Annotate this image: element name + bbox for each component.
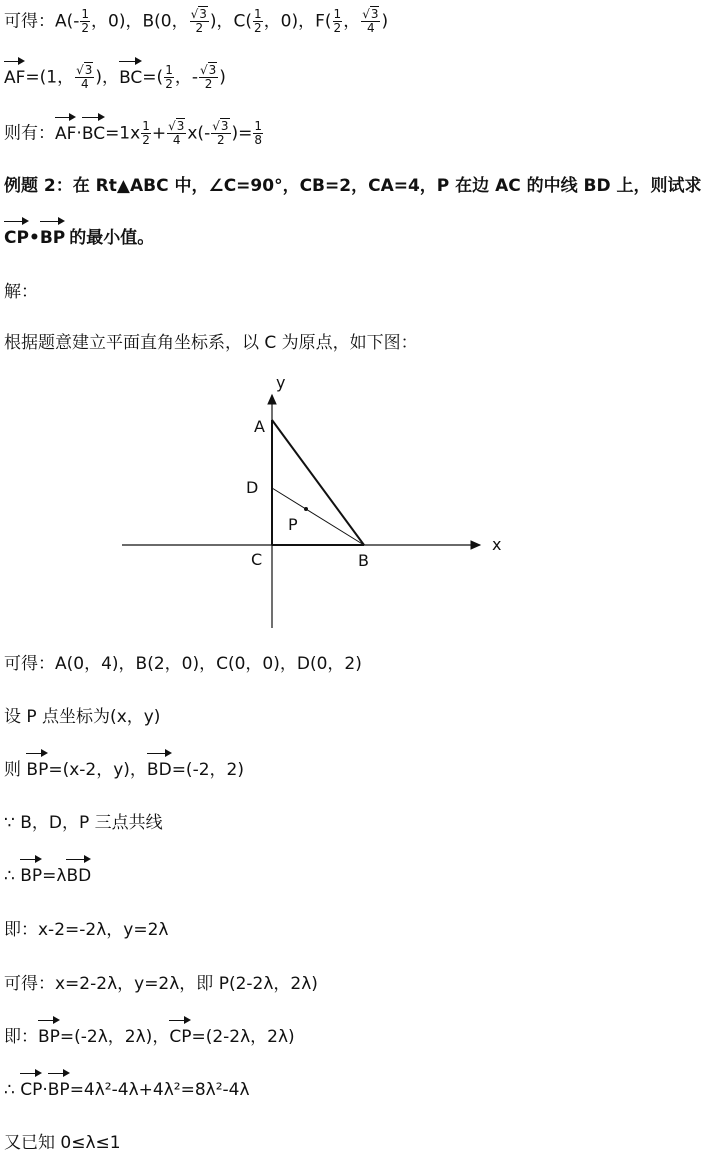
obtain-text: 可得：x=2-2λ，y=2λ，即 P(2-2λ，2λ) xyxy=(4,974,318,994)
vector-text: )， xyxy=(95,67,120,88)
fraction-term-1: $\frac{1}{2}$ xyxy=(142,119,150,147)
solution-label-text: 解： xyxy=(4,282,38,302)
vector-cp: CP xyxy=(4,228,29,248)
fraction-b-y xyxy=(190,8,209,35)
x-axis-label: x xyxy=(492,535,502,554)
therefore-symbol: ∴ xyxy=(4,1080,21,1100)
collinear-text: ∵ B，D，P 三点共线 xyxy=(4,813,163,833)
ie-line-2 xyxy=(4,1025,295,1049)
coords1-text: ，0)，F( xyxy=(263,11,332,32)
vector-text: ) xyxy=(219,67,226,88)
fraction-f-y: $\frac{√3}{4}$ xyxy=(362,7,379,35)
example-2-line-1: 例题 2：在 Rt▲ABC 中，∠C=90°，CB=2，CA=4，P 在边 AC 的中线 BD 上，则试求 xyxy=(4,176,702,196)
fraction-a-x xyxy=(80,8,90,35)
ie-line-1 xyxy=(4,918,168,942)
example-2-tail: 的最小值。 xyxy=(69,228,155,248)
fraction-c-x: $\frac{1}{2}$ xyxy=(254,7,262,35)
coordinates-line-2 xyxy=(4,652,362,676)
dot1-prefix: 则有： xyxy=(4,123,55,144)
ie2-text: =(2-2λ，2λ) xyxy=(191,1027,295,1047)
label-p: P xyxy=(288,515,298,534)
point-p-dot xyxy=(304,507,308,511)
frac-den: 2 xyxy=(195,21,204,35)
vector-af: AF xyxy=(4,67,26,88)
fraction-bc-y: $\frac{√3}{2}$ xyxy=(199,63,217,91)
product-expression: =4λ²-4λ+4λ²=8λ²-4λ xyxy=(69,1080,250,1100)
median-bd xyxy=(272,488,364,545)
vector-bp: BP xyxy=(47,1080,70,1100)
vector-bd: BD xyxy=(146,760,172,780)
vector-text: ，- xyxy=(174,67,198,88)
vector-bp: BP xyxy=(38,1027,60,1047)
dot1-text: )= xyxy=(231,123,253,144)
coords1-prefix: 可得：A(- xyxy=(4,11,80,32)
coords1-sep: ， xyxy=(343,11,361,32)
known-line xyxy=(4,1131,121,1155)
example-2-statement-cont xyxy=(4,226,154,250)
frac-num: 1 xyxy=(81,7,90,21)
segment-ab xyxy=(272,420,364,545)
label-d: D xyxy=(246,478,259,497)
dot1-text: =1x xyxy=(105,123,141,144)
coords1-text: ) xyxy=(381,11,389,32)
vector-bd: BD xyxy=(66,866,92,886)
setup-text xyxy=(4,331,418,355)
y-axis-label: y xyxy=(276,373,286,392)
dot-operator: · xyxy=(76,123,82,144)
plus-operator: + xyxy=(151,123,167,144)
coords2-text: 可得：A(0，4)，B(2，0)，C(0，0)，D(0，2) xyxy=(4,654,362,674)
frac-den: 2 xyxy=(81,21,90,35)
sqrt-symbol: √3 xyxy=(190,7,207,21)
obtain-line xyxy=(4,972,318,996)
dot1-text: x(- xyxy=(187,123,211,144)
label-c: C xyxy=(251,550,263,569)
dot-operator: · xyxy=(42,1080,48,1100)
label-b: B xyxy=(358,551,369,570)
known-text: 又已知 0≤λ≤1 xyxy=(4,1133,121,1153)
vector-text: =(1， xyxy=(25,67,75,88)
lambda-text: =λ xyxy=(42,866,67,886)
vector-text: =( xyxy=(142,67,164,88)
example-2-statement xyxy=(4,174,702,198)
fraction-f-x: $\frac{1}{2}$ xyxy=(333,7,342,35)
fraction-term-3: $\frac{√3}{2}$ xyxy=(212,119,229,147)
set-p-line xyxy=(4,705,160,729)
vectors-line-1 xyxy=(4,64,226,91)
vector-cp: CP xyxy=(169,1027,192,1047)
ie2-prefix: 即： xyxy=(4,1027,38,1047)
ie2-text: =(-2λ，2λ)， xyxy=(59,1027,170,1047)
vector-cp: CP xyxy=(20,1080,43,1100)
set-p-text: 设 P 点坐标为(x，y) xyxy=(4,707,161,727)
vector-bp-bd-line xyxy=(4,758,244,782)
collinear-line xyxy=(4,811,163,835)
dot-product-line-1 xyxy=(4,120,264,147)
lambda-line xyxy=(4,864,91,888)
coords1-text: ，0)，B(0， xyxy=(91,11,189,32)
vector-bc: BC xyxy=(119,67,143,88)
therefore-symbol: ∴ xyxy=(4,866,21,886)
fraction-result: $\frac{1}{8}$ xyxy=(254,119,263,147)
vector-af: AF xyxy=(55,123,77,144)
dot-operator: • xyxy=(28,228,40,248)
vector-bp: BP xyxy=(26,760,49,780)
vec-line-text: =(x-2，y)， xyxy=(48,760,147,780)
setup-text-content: 根据题意建立平面直角坐标系，以 C 为原点，如下图： xyxy=(4,333,418,353)
vec-line-text: =(-2，2) xyxy=(171,760,244,780)
fraction-bc-x: $\frac{1}{2}$ xyxy=(165,63,173,91)
vector-bp: BP xyxy=(39,228,66,248)
product-line xyxy=(4,1078,250,1102)
coordinate-diagram xyxy=(0,360,713,640)
ie1-text: 即：x-2=-2λ，y=2λ xyxy=(4,920,169,940)
coords1-text: )，C( xyxy=(209,11,253,32)
fraction-term-2: $\frac{√3}{4}$ xyxy=(168,119,185,147)
vec-line-prefix: 则 xyxy=(4,760,27,780)
label-a: A xyxy=(254,417,265,436)
fraction-af-y: $\frac{√3}{4}$ xyxy=(76,63,93,91)
vector-bp: BP xyxy=(20,866,43,886)
vector-bc: BC xyxy=(81,123,106,144)
coordinates-line-1 xyxy=(4,8,388,35)
solution-label xyxy=(4,280,38,304)
